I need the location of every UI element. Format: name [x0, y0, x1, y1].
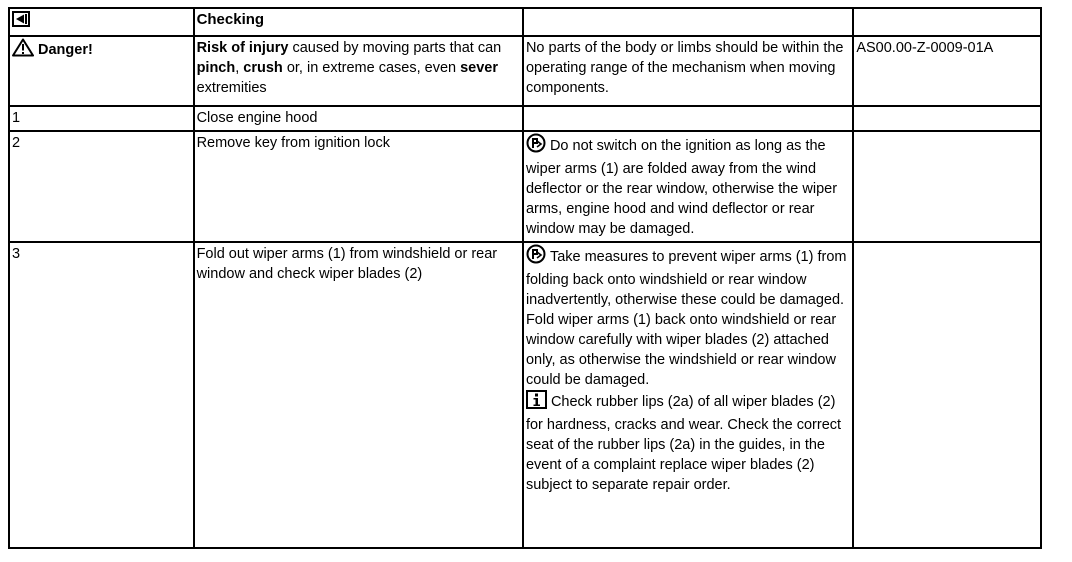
- step-action-cell: [194, 242, 523, 548]
- danger-instruction-cell: [523, 36, 853, 106]
- danger-code-cell: [853, 36, 1041, 106]
- step-number-cell: [9, 131, 194, 242]
- step-row: [9, 106, 1041, 131]
- warning-triangle-icon: [12, 38, 34, 63]
- risk-text: ,: [235, 60, 244, 76]
- caution-note: Take measures to prevent wiper arms (1) from folding back onto windshield or rear window inadvertently, otherwise these could be damaged. Fold wiper arms (1) back onto windshield or rear window carefully with wiper blades (2) attached only, as otherwise the windshield or rear window could be damaged.: [525, 249, 847, 388]
- header-icon-cell: [9, 8, 194, 36]
- step-row: [9, 242, 1041, 548]
- header-empty-cell: [523, 8, 853, 36]
- step-action-cell: [194, 106, 523, 131]
- info-note: Check rubber lips (2a) of all wiper blades (2) for hardness, cracks and wear. Check the correct seat of the rubber lips (2a) in the guides, in the event of a complaint replace wiper blades (2) subject to separate repair order.: [525, 394, 842, 493]
- danger-risk-cell: [194, 36, 523, 106]
- header-row: [9, 8, 1041, 36]
- step-number: 1: [12, 110, 21, 126]
- back-arrow-icon[interactable]: [12, 11, 30, 27]
- step-number-cell: [9, 106, 194, 131]
- risk-text: caused by moving parts that can: [288, 40, 502, 56]
- risk-text: extremities: [196, 80, 267, 96]
- section-title: Checking: [196, 11, 265, 28]
- procedure-table: [8, 7, 1042, 549]
- header-empty-cell: [853, 8, 1041, 36]
- risk-text: pinch: [196, 60, 236, 76]
- risk-text: or, in extreme cases, even: [282, 60, 461, 76]
- caution-damage-icon: [526, 244, 546, 270]
- step-action: Remove key from ignition lock: [196, 135, 390, 151]
- risk-text: Risk of injury: [196, 40, 289, 56]
- step-number-cell: [9, 242, 194, 548]
- risk-text: sever: [460, 60, 499, 76]
- document-code: AS00.00-Z-0009-01A: [856, 40, 994, 56]
- danger-label-cell: [9, 36, 194, 106]
- step-empty-cell: [853, 131, 1041, 242]
- danger-instruction: No parts of the body or limbs should be within the operating range of the mechanism when moving components.: [525, 40, 844, 96]
- info-icon: [526, 390, 547, 415]
- step-row: [9, 131, 1041, 242]
- step-number: 2: [12, 135, 21, 151]
- danger-row: [9, 36, 1041, 106]
- step-number: 3: [12, 246, 21, 262]
- danger-label: Danger!: [38, 42, 93, 58]
- step-empty-cell: [853, 242, 1041, 548]
- risk-text: crush: [243, 60, 283, 76]
- step-notes-cell: [523, 131, 853, 242]
- step-action-cell: [194, 131, 523, 242]
- header-title-cell: [194, 8, 523, 36]
- step-empty-cell: [853, 106, 1041, 131]
- step-action: Fold out wiper arms (1) from windshield or rear window and check wiper blades (2): [196, 246, 498, 282]
- step-action: Close engine hood: [196, 110, 318, 126]
- step-notes-cell: [523, 106, 853, 131]
- step-notes-cell: [523, 242, 853, 548]
- caution-damage-icon: [526, 133, 546, 159]
- caution-note: Do not switch on the ignition as long as the wiper arms (1) are folded away from the wind deflector or the rear window, otherwise the wiper arms, engine hood and wind deflector or rear window may be damaged.: [525, 138, 838, 237]
